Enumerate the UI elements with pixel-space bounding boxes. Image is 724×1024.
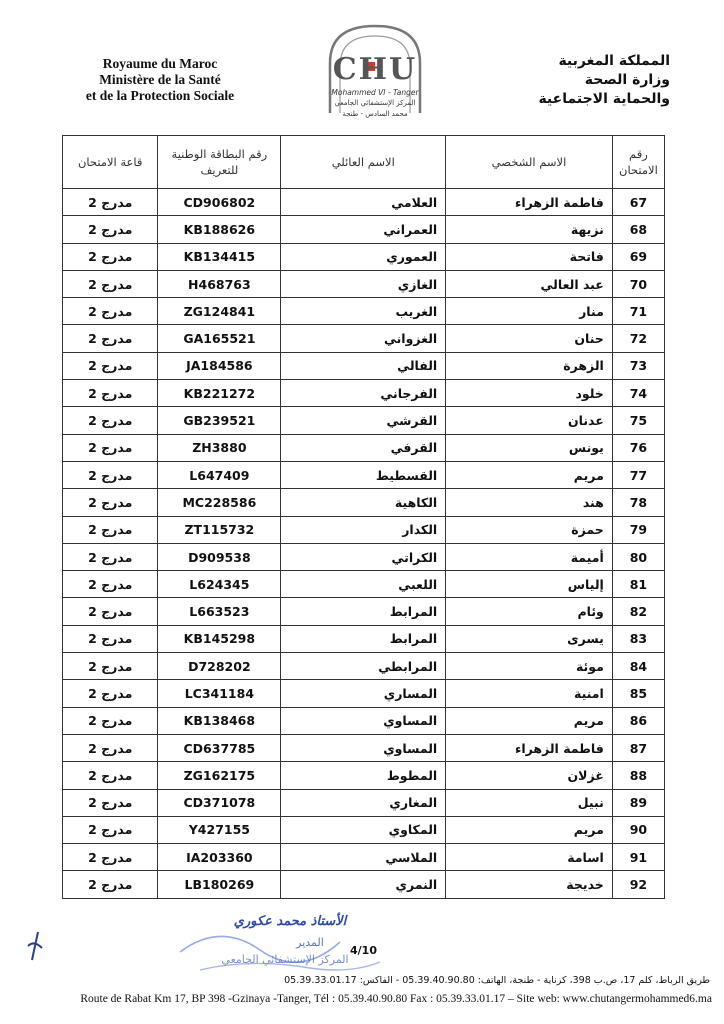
handwritten-mark-icon — [24, 930, 46, 964]
exam-room-cell: مدرج 2 — [63, 189, 158, 216]
last-name-cell: الفرجاني — [281, 380, 446, 407]
signatory-name: الأستاذ محمد عكوري — [233, 914, 347, 929]
table-row — [63, 571, 665, 598]
table-row — [63, 189, 665, 216]
exam-number-cell: 72 — [612, 325, 664, 352]
exam-room-cell: مدرج 2 — [63, 625, 158, 652]
table-row — [63, 216, 665, 243]
exam-room-cell: مدرج 2 — [63, 571, 158, 598]
exam-room-cell: مدرج 2 — [63, 707, 158, 734]
exam-number-cell: 70 — [612, 270, 664, 297]
table-row — [63, 844, 665, 871]
first-name-cell: الزهرة — [446, 352, 613, 379]
table-row — [63, 816, 665, 843]
national-id-cell: L663523 — [158, 598, 281, 625]
table-row — [63, 352, 665, 379]
last-name-cell: المغاري — [281, 789, 446, 816]
exam-room-cell: مدرج 2 — [63, 325, 158, 352]
first-name-cell: غزلان — [446, 762, 613, 789]
exam-number-cell: 71 — [612, 298, 664, 325]
national-id-cell: ZG162175 — [158, 762, 281, 789]
footer-arabic: طريق الرباط، كلم 17، ص.ب 398، كزناية - طنجة، الهاتف: 05.39.40.90.80 - الفاكس: 05.39.33.01.17 — [284, 975, 710, 986]
first-name-cell: نزيهة — [446, 216, 613, 243]
table-row — [63, 325, 665, 352]
exam-number-cell: 77 — [612, 461, 664, 488]
exam-room-cell: مدرج 2 — [63, 653, 158, 680]
last-name-cell: الغريب — [281, 298, 446, 325]
last-name-cell: المساوي — [281, 707, 446, 734]
last-name-cell: المرابط — [281, 598, 446, 625]
last-name-cell: العلامي — [281, 189, 446, 216]
last-name-cell: القرفي — [281, 434, 446, 461]
table-row — [63, 598, 665, 625]
exam-number-cell: 83 — [612, 625, 664, 652]
last-name-cell: الكاهية — [281, 489, 446, 516]
exam-room-cell: مدرج 2 — [63, 680, 158, 707]
logo-arabic-line1: المركز الإستشفائي الجامعي — [334, 99, 416, 107]
national-id-cell: LB180269 — [158, 871, 281, 898]
exam-number-cell: 89 — [612, 789, 664, 816]
exam-number-cell: 88 — [612, 762, 664, 789]
first-name-cell: عدنان — [446, 407, 613, 434]
national-id-cell: ZH3880 — [158, 434, 281, 461]
national-id-cell: ZT115732 — [158, 516, 281, 543]
exam-room-cell: مدرج 2 — [63, 352, 158, 379]
table-row — [63, 707, 665, 734]
national-id-cell: IA203360 — [158, 844, 281, 871]
last-name-cell: الفالي — [281, 352, 446, 379]
first-name-cell: مريم — [446, 461, 613, 488]
table-row — [63, 298, 665, 325]
first-name-cell: حمزة — [446, 516, 613, 543]
national-id-cell: JA184586 — [158, 352, 281, 379]
first-name-cell: هند — [446, 489, 613, 516]
exam-number-cell: 73 — [612, 352, 664, 379]
first-name-cell: وئام — [446, 598, 613, 625]
exam-room-cell: مدرج 2 — [63, 270, 158, 297]
exam-number-cell: 79 — [612, 516, 664, 543]
header-exam-number: رقم الامتحان — [612, 136, 664, 189]
first-name-cell: امنية — [446, 680, 613, 707]
exam-room-cell: مدرج 2 — [63, 598, 158, 625]
logo-subtitle: Mohammed VI - Tanger — [331, 88, 419, 97]
table-row — [63, 270, 665, 297]
exam-number-cell: 78 — [612, 489, 664, 516]
national-id-cell: D728202 — [158, 653, 281, 680]
exam-room-cell: مدرج 2 — [63, 489, 158, 516]
exam-number-cell: 80 — [612, 543, 664, 570]
exam-room-cell: مدرج 2 — [63, 216, 158, 243]
exam-number-cell: 75 — [612, 407, 664, 434]
first-name-cell: حنان — [446, 325, 613, 352]
national-id-cell: H468763 — [158, 270, 281, 297]
first-name-cell: فاطمة الزهراء — [446, 734, 613, 761]
last-name-cell: النمري — [281, 871, 446, 898]
exam-room-cell: مدرج 2 — [63, 871, 158, 898]
logo-acronym: CHU — [332, 52, 418, 87]
candidates-table — [62, 135, 665, 899]
national-id-cell: L647409 — [158, 461, 281, 488]
header-french-line: Royaume du Maroc — [102, 56, 218, 71]
signatory-organization: المركز الإستشفائي الجامعي — [221, 953, 349, 966]
exam-number-cell: 68 — [612, 216, 664, 243]
national-id-cell: MC228586 — [158, 489, 281, 516]
signatory-role: المدير — [296, 936, 324, 949]
exam-number-cell: 91 — [612, 844, 664, 871]
exam-room-cell: مدرج 2 — [63, 734, 158, 761]
national-id-cell: ZG124841 — [158, 298, 281, 325]
first-name-cell: يونس — [446, 434, 613, 461]
exam-room-cell: مدرج 2 — [63, 543, 158, 570]
header-arabic-line: وزارة الصحة — [584, 72, 670, 88]
national-id-cell: GA165521 — [158, 325, 281, 352]
national-id-cell: CD637785 — [158, 734, 281, 761]
table-header-row — [63, 136, 665, 189]
header-national-id: رقم البطاقة الوطنية للتعريف — [158, 136, 281, 189]
last-name-cell: الكدار — [281, 516, 446, 543]
exam-room-cell: مدرج 2 — [63, 407, 158, 434]
national-id-cell: D909538 — [158, 543, 281, 570]
first-name-cell: عبد العالي — [446, 270, 613, 297]
exam-room-cell: مدرج 2 — [63, 844, 158, 871]
last-name-cell: المرابط — [281, 625, 446, 652]
table-row — [63, 489, 665, 516]
first-name-cell: فاطمة الزهراء — [446, 189, 613, 216]
exam-room-cell: مدرج 2 — [63, 461, 158, 488]
national-id-cell: Y427155 — [158, 816, 281, 843]
national-id-cell: CD906802 — [158, 189, 281, 216]
first-name-cell: منار — [446, 298, 613, 325]
header-arabic-line: المملكة المغربية — [558, 53, 670, 69]
national-id-cell: KB134415 — [158, 243, 281, 270]
national-id-cell: LC341184 — [158, 680, 281, 707]
last-name-cell: الغزواني — [281, 325, 446, 352]
first-name-cell: مريم — [446, 816, 613, 843]
logo-arabic-line2: محمد السادس - طنجة — [342, 110, 408, 118]
exam-room-cell: مدرج 2 — [63, 243, 158, 270]
page-number: 4/10 — [350, 944, 377, 957]
exam-room-cell: مدرج 2 — [63, 298, 158, 325]
table-row — [63, 762, 665, 789]
header-arabic — [480, 52, 670, 109]
national-id-cell: KB221272 — [158, 380, 281, 407]
exam-number-cell: 69 — [612, 243, 664, 270]
table-row — [63, 734, 665, 761]
exam-number-cell: 90 — [612, 816, 664, 843]
last-name-cell: المساوي — [281, 734, 446, 761]
last-name-cell: الكراتي — [281, 543, 446, 570]
header-french-line: Ministère de la Santé — [99, 72, 221, 87]
exam-number-cell: 67 — [612, 189, 664, 216]
table-row — [63, 243, 665, 270]
last-name-cell: المكاوي — [281, 816, 446, 843]
chu-logo — [310, 18, 440, 130]
last-name-cell: اللعبي — [281, 571, 446, 598]
national-id-cell: L624345 — [158, 571, 281, 598]
last-name-cell: العموري — [281, 243, 446, 270]
table-row — [63, 625, 665, 652]
exam-number-cell: 92 — [612, 871, 664, 898]
first-name-cell: مريم — [446, 707, 613, 734]
exam-room-cell: مدرج 2 — [63, 816, 158, 843]
table-row — [63, 680, 665, 707]
header-arabic-line: والحماية الاجتماعية — [538, 91, 670, 107]
table-row — [63, 789, 665, 816]
header-first-name: الاسم الشخصي — [446, 136, 613, 189]
national-id-cell: KB188626 — [158, 216, 281, 243]
national-id-cell: GB239521 — [158, 407, 281, 434]
national-id-cell: CD371078 — [158, 789, 281, 816]
exam-room-cell: مدرج 2 — [63, 516, 158, 543]
first-name-cell: اسامة — [446, 844, 613, 871]
first-name-cell: موئة — [446, 653, 613, 680]
exam-number-cell: 76 — [612, 434, 664, 461]
table-body — [63, 189, 665, 899]
last-name-cell: المساري — [281, 680, 446, 707]
first-name-cell: خديجة — [446, 871, 613, 898]
table-row — [63, 380, 665, 407]
first-name-cell: يسرى — [446, 625, 613, 652]
first-name-cell: خلود — [446, 380, 613, 407]
table-row — [63, 871, 665, 898]
table-row — [63, 653, 665, 680]
exam-number-cell: 81 — [612, 571, 664, 598]
last-name-cell: الملاسي — [281, 844, 446, 871]
exam-room-cell: مدرج 2 — [63, 380, 158, 407]
exam-number-cell: 86 — [612, 707, 664, 734]
last-name-cell: القسطيط — [281, 461, 446, 488]
first-name-cell: نبيل — [446, 789, 613, 816]
last-name-cell: العمراني — [281, 216, 446, 243]
exam-number-cell: 87 — [612, 734, 664, 761]
table-row — [63, 434, 665, 461]
table-row — [63, 461, 665, 488]
table-row — [63, 543, 665, 570]
exam-room-cell: مدرج 2 — [63, 762, 158, 789]
first-name-cell: إلياس — [446, 571, 613, 598]
last-name-cell: الغازي — [281, 270, 446, 297]
table-row — [63, 516, 665, 543]
header-exam-room: قاعة الامتحان — [63, 136, 158, 189]
last-name-cell: المطوط — [281, 762, 446, 789]
table-row — [63, 407, 665, 434]
exam-room-cell: مدرج 2 — [63, 434, 158, 461]
exam-number-cell: 84 — [612, 653, 664, 680]
first-name-cell: فاتحة — [446, 243, 613, 270]
national-id-cell: KB145298 — [158, 625, 281, 652]
last-name-cell: المرابطي — [281, 653, 446, 680]
last-name-cell: القرشي — [281, 407, 446, 434]
exam-room-cell: مدرج 2 — [63, 789, 158, 816]
national-id-cell: KB138468 — [158, 707, 281, 734]
exam-number-cell: 85 — [612, 680, 664, 707]
footer-french: Route de Rabat Km 17, BP 398 -Gzinaya -Tanger, Tél : 05.39.40.90.80 Fax : 05.39.33.01.17 – Site web: www.chutangermohammed6.ma — [80, 993, 712, 1005]
header-last-name: الاسم العائلي — [281, 136, 446, 189]
exam-number-cell: 74 — [612, 380, 664, 407]
header-french — [60, 56, 260, 104]
first-name-cell: أميمة — [446, 543, 613, 570]
header-french-line: et de la Protection Sociale — [85, 88, 235, 103]
exam-number-cell: 82 — [612, 598, 664, 625]
